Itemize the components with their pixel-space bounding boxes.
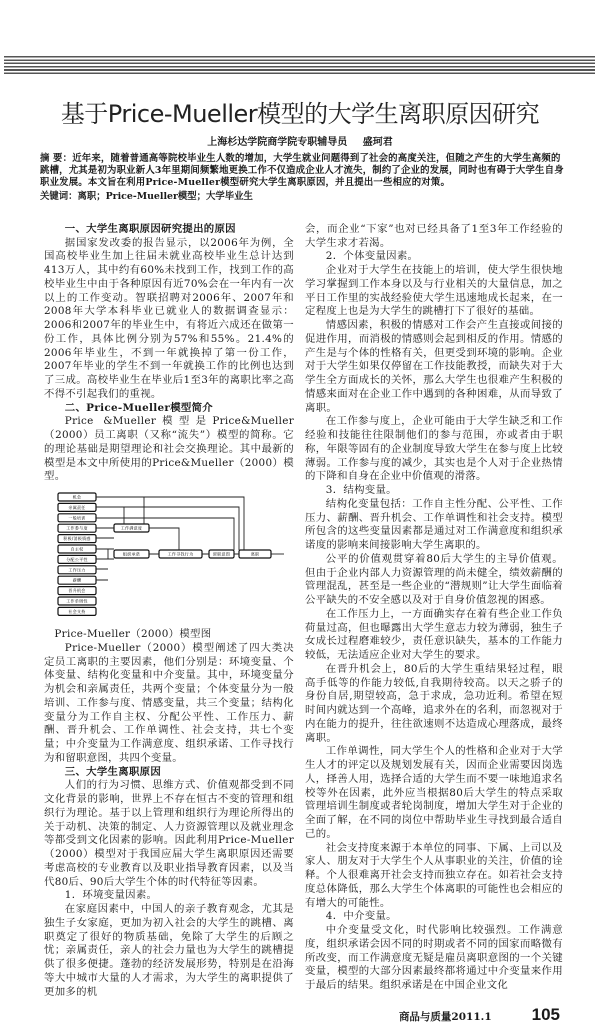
subheading: 1．环境变量因素。 (64, 889, 158, 902)
input-variable-label: 亲属责任 (68, 504, 86, 510)
outcome-label: 离职 (250, 551, 260, 557)
page-footer (0, 1005, 560, 1035)
input-variable-label: 晋升机会 (68, 588, 86, 594)
author-line (0, 136, 600, 149)
page-body (0, 98, 600, 1035)
input-variable-label: 工作压力 (68, 567, 86, 573)
paragraph: 公平的价值观贯穿着80后大学生的主导价值观。但由于企业内部人力资源管理的尚未健全，绩效薪酬的管理混乱，甚至是一些企业的“潜规则”让大学生面临着公平缺失的不安全感以及对于自身价值忽视的困惑。 (305, 552, 563, 607)
abstract: 摘 要：近年来，随着普通高等院校毕业生人数的增加，大学生就业问题得到了社会的高度关注，但随之产生的大学生高频的跳槽，尤其是初为职业新人3年里期间频繁地更换工作不仅造成企业人才流失，制约了企业的发展，同时也有碍于大学生自身职业发展。本文旨在利用Price-Mueller模型研究大学生离职原因，并且提出一些相应的对策。 (40, 153, 564, 189)
diagram-connectors (96, 497, 284, 580)
header-stripes (4, 56, 595, 76)
input-variable-label: 工作参与度 (66, 525, 88, 531)
input-variable-label: 自主权 (70, 546, 84, 552)
right-column (305, 223, 563, 993)
author-affiliation: 上海杉达学院商学院专职辅导员 (207, 137, 348, 148)
paragraph: 情感因素，积极的情感对工作会产生直接或间接的促进作用，而消极的情感则会起到相反的作用。情感的产生是与个体的性格有关，但更受到环境的影响。企业对于大学生如果仅停留在工作技能教授，而缺失对于大学生全方面成长的关怀，那么大学生也很难产生积极的情感来面对在企业工作中遇到的各种困难，从而导致了离职。 (305, 319, 563, 414)
paragraph: 工作单调性，同大学生个人的性格和企业对于大学生人才的评定以及规划发展有关，因而企业需要因岗选人，择善人用，选择合适的大学生而不要一味地追求名校等外在因素，此外应当根据80后大学生的特点采取管理培训生制度或者轮岗制度，增加大学生对于企业的全面了解，在不同的岗位中帮助毕业生寻找到最合适自己的。 (305, 745, 563, 840)
subheading: 2．个体变量因素。 (325, 250, 419, 263)
input-variable-label: 社会支持 (68, 608, 86, 614)
input-variable-label: 一般培训 (68, 515, 86, 521)
price-mueller-model-diagram (44, 490, 294, 620)
page-number: 105 (531, 1005, 560, 1025)
paragraph: 会，而企业“下家”也对已经具备了1至3年工作经验的大学生求才若渴。 (305, 222, 563, 249)
left-column (44, 223, 294, 1000)
paragraph: 在家庭因素中，中国人的亲子教育观念，尤其是独生子女家庭，更加为初入社会的大学生的跳槽、离职奠定了很好的物质基础，免除了大学生的后顾之忧；亲属责任，亲人的社会力量也为大学生的跳槽提供了很多便捷。蓬勃的经济发展形势，特别是在沿海等大中城市大量的人才需求，为大学生的离职提供了更加多的机 (44, 903, 294, 998)
input-variable-label: 积极/消极情感 (63, 536, 91, 542)
paragraph: 在工作参与度上，企业可能由于大学生缺乏和工作经验和技能往往限制他们的参与范围，亦或者由于职称，年限等固有的企业制度导致大学生在参与度上比较薄弱。工作参与度的减少，其实也是个人对于企业热情的下降和自身在企业中价值观的滑落。 (305, 415, 563, 483)
paragraph: 社会支持度来源于本单位的同事、下属、上司以及家人、朋友对于大学生个人从事职业的关注，价值的诠释。个人很难离开社会支持而独立存在。如若社会支持度总体降低，那么大学生个体离职的可能性也会相应的有增大的可能性。 (305, 841, 563, 909)
input-variable-label: 薪酬 (72, 577, 82, 583)
input-variable-label: 分配公平性 (66, 556, 88, 562)
author-name: 盛珂君 (362, 137, 393, 148)
body-columns (0, 223, 600, 1000)
paragraph: 人们的行为习惯、思维方式、价值观都受到不同文化背景的影响，世界上不存在恒古不变的管理和组织行为理论。基于以上管理和组织行为理论所得出的关于动机、决策的制定、人力资源管理以及就业理念等都受到文化因素的影响。因此利用Price-Mueller（2000）模型对于我国应届大学生离职原因还需要考虑高校的专业教育以及职业指导教育因素，以及当代80后、90后大学生个体的时代特征等因素。 (44, 779, 294, 888)
paragraph: Price &Mueller模型是Price&Mueller（2000）员工离职（又称“流失”）模型的简称。它的理论基础是期望理论和社会交换理论。其中最新的模型是本文中所使用的Price&Mueller（2000）模型。 (44, 415, 294, 483)
section-heading-1: 一、大学生离职原因研究提出的原因 (64, 222, 236, 235)
paragraph: 结构化变量包括：工作自主性分配、公平性、工作压力、薪酬、晋升机会、工作单调性和社会支持。模型所包含的这些变量因素都是通过对工作满意度和组织承诺度的影响来间接影响大学生离职的。 (305, 497, 563, 552)
figure-caption: Price-Mueller（2000）模型图 (54, 628, 212, 641)
subheading: 3．结构变量。 (325, 484, 397, 497)
paragraph: Price-Mueller（2000）模型阐述了四大类决定员工离职的主要因素，他们分别是：环境变量、个体变量、结构化变量和中介变量。其中，环境变量分为机会和亲属责任，共两个变量；个体变量分为一般培训、工作参与度、情感变量，共三个变量；结构化变量分为工作自主权、分配公平性、工作压力、薪酬、晋升机会、工作单调性、社会支持，共七个变量；中介变量为工作满意度、组织承诺、工作寻找行为和留职意图，共四个变量。 (44, 641, 294, 764)
input-variable-label: 工作单调性 (66, 598, 88, 604)
paragraph: 据国家发改委的报告显示，以2006年为例，全国高校毕业生加上往届未就业高校毕业生总计达到413万人，其中约有60%未找到工作，找到工作的高校毕业生中由于各种原因有近70%会在一年内有一次以上的工作变动。智联招聘对2006年、2007年和2008年大学本科毕业已就业人的数据调查显示：2006和2007年的毕业生中，有将近六成还在做第一份工作，具体比例分别为57%和55%。21.4%的2006年毕业生，不到一年就换掉了第一份工作，2007年毕业的学生不到一年就换工作的比例也达到了三成。高校毕业生在毕业后1至3年的离职比率之高不得不引起我们的重视。 (44, 236, 294, 400)
paragraph: 企业对于大学生在技能上的培训，使大学生很快地学习掌握到工作本身以及与行业相关的大量信息，加之平日工作里的实战经验使大学生迅速地成长起来，在一定程度上也是为大学生的跳槽打下了很好的基础。 (305, 264, 563, 318)
mediator-label: 组织承诺 (122, 551, 141, 557)
article-title: 基于Price-Mueller模型的大学生离职原因研究 (60, 100, 540, 128)
paragraph: 在晋升机会上，80后的大学生重结果轻过程，眼高手低等的作能力较低,自我期待较高。以天之骄子的身份自居,期望较高，急于求成，急功近利。希望在短时间内就达到一个高峰，追求外在的名利，而忽视对于内在能力的提升，往往欲速则不达造成心理落成，最终离职。 (305, 662, 563, 744)
journal-footer: 商品与质量2011.1 (398, 1011, 492, 1024)
paragraph: 在工作压力上，一方面确实存在着有些企业工作负荷量过高，但也曝露出大学生意志力较为薄弱，独生子女成长过程磨难较少，责任意识缺失，基本的工作能力较低，无法适应企业对大学生的要求。 (305, 607, 563, 662)
section-heading-3: 三、大学生离职原因 (64, 765, 162, 778)
input-variable-label: 机会 (72, 494, 82, 500)
mediator-label: 工作满意度 (120, 525, 143, 531)
keywords: 关键词：离职；Price-Mueller模型；大学毕业生 (40, 190, 253, 202)
section-heading-2: 二、Price-Mueller模型简介 (64, 401, 213, 414)
subheading: 4．中介变量。 (325, 910, 397, 923)
mediator-label: 留职意图 (212, 551, 231, 557)
paragraph: 中介变量受文化，时代影响比较强烈。工作满意度，组织承诺会因不同的时期或者不同的国家而略微有所改变，而工作满意度无疑是雇员离职意图的一个关键变量，模型的大部分因素最终都将通过中介变量来作用于最后的结果。组织承诺是在中国企业文化 (305, 924, 563, 992)
mediator-label: 工作寻找行为 (167, 551, 194, 557)
